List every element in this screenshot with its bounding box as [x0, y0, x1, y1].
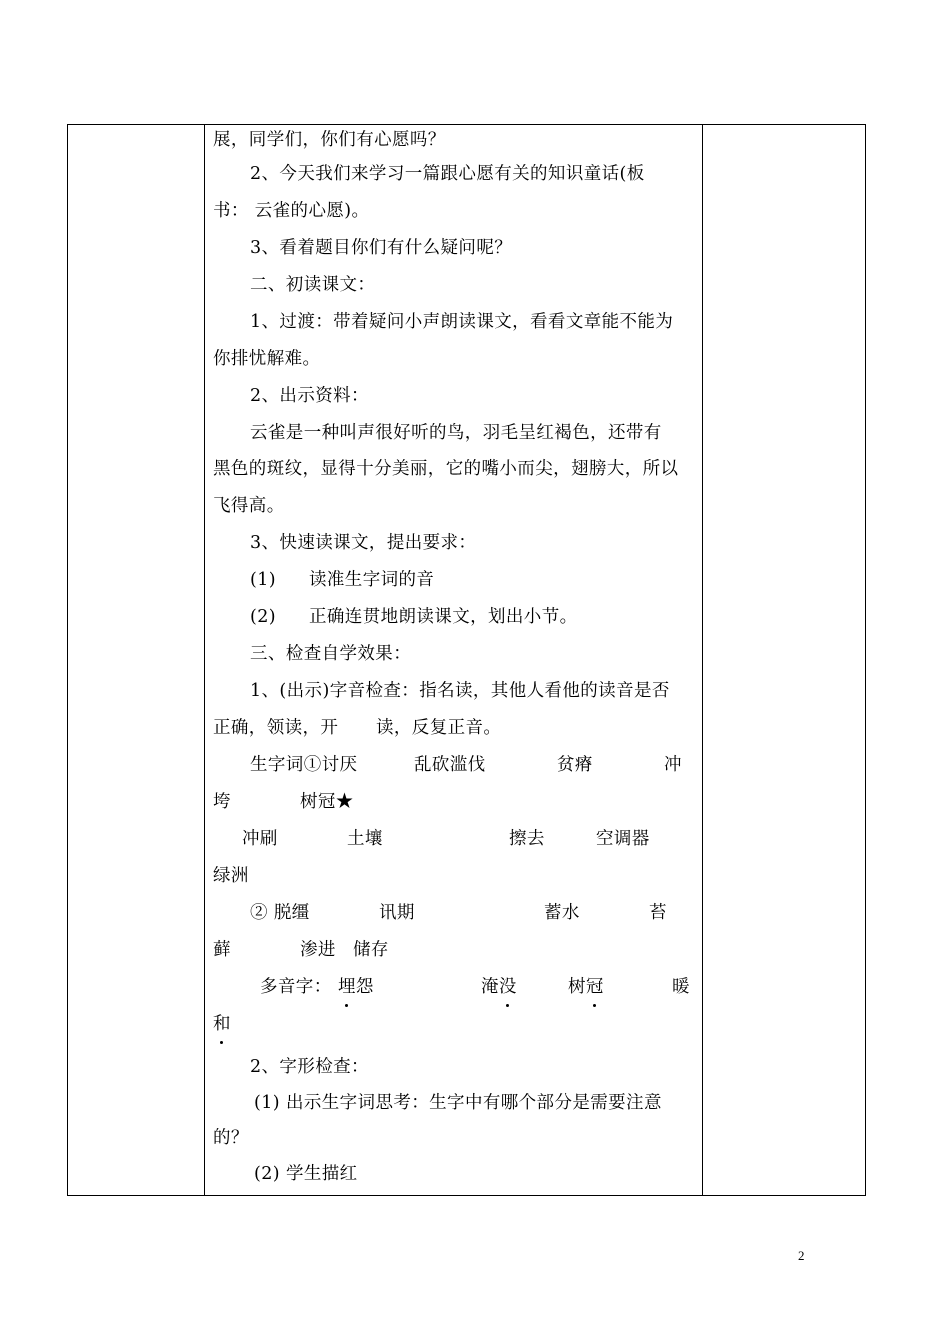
vocab-word: 冲: [664, 755, 682, 775]
vocab-word: 乱砍滥伐: [414, 755, 486, 775]
text-line: 3、看着题目你们有什么疑问呢？: [250, 238, 513, 258]
text-line: (2) 学生描红: [254, 1164, 358, 1184]
section-heading: 二、初读课文：: [250, 275, 376, 295]
text-line: 你排忧解难。: [213, 349, 321, 369]
polyphone-label: 多音字：: [260, 977, 332, 997]
polyphone-word: 暖: [672, 977, 690, 997]
text-line: (1) 出示生字词思考：生字中有哪个部分是需要注意: [254, 1093, 662, 1113]
emphasis-char: 和: [213, 1014, 231, 1034]
text-line: 2、字形检查：: [250, 1057, 369, 1077]
text-line: 正确，领读，开: [213, 718, 339, 738]
vocab-word: 空调器: [596, 829, 650, 849]
text-line: 飞得高。: [213, 496, 285, 516]
emphasis-char: 冠: [585, 977, 604, 997]
vocab-word: 绿洲: [213, 866, 249, 886]
page-number: 2: [798, 1248, 805, 1263]
column-divider-2: [702, 125, 703, 1195]
text-line: 的？: [213, 1128, 249, 1148]
section-heading: 三、检查自学效果：: [250, 644, 412, 664]
vocab-word: 土壤: [347, 829, 383, 849]
text-line: 读，反复正音。: [376, 718, 502, 738]
text-line: 展，同学们，你们有心愿吗？: [213, 130, 446, 150]
vocab-word: 储存: [353, 940, 389, 960]
column-divider-1: [204, 125, 205, 1195]
text-line: 1、过渡：带着疑问小声朗读课文，看看文章能不能为: [250, 312, 674, 332]
polyphone-word: [213, 1013, 231, 1035]
vocab-word: ② 脱缰: [250, 903, 310, 923]
plain-char: 淹: [481, 977, 499, 997]
vocab-word: 生字词①讨厌: [250, 755, 358, 775]
lesson-table: [67, 124, 866, 1196]
vocab-word: 苔: [649, 903, 667, 923]
vocab-word: 渗进: [300, 940, 336, 960]
emphasis-char: 没: [498, 977, 517, 997]
text-line: 读准生字词的音: [309, 570, 435, 590]
text-line: 3、快速读课文，提出要求：: [250, 533, 477, 553]
plain-char: 树: [568, 977, 586, 997]
polyphone-word: [481, 976, 517, 998]
vocab-word: 擦去: [509, 829, 545, 849]
text-line: 正确连贯地朗读课文，划出小节。: [309, 607, 578, 627]
text-line: 黑色的斑纹，显得十分美丽，它的嘴小而尖，翅膀大，所以: [213, 459, 679, 479]
plain-char: 怨: [355, 977, 374, 997]
vocab-word: 垮: [213, 792, 231, 812]
text-line: 2、出示资料：: [250, 386, 369, 406]
list-marker: (2): [250, 607, 276, 627]
emphasis-char: 埋: [338, 977, 356, 997]
vocab-word: 冲刷: [242, 829, 278, 849]
text-line: 书： 云雀的心愿)。: [213, 201, 370, 221]
vocab-word: 树冠★: [300, 792, 354, 812]
vocab-word: 讯期: [379, 903, 415, 923]
text-line: 2、今天我们来学习一篇跟心愿有关的知识童话(板: [250, 164, 645, 184]
vocab-word: 蓄水: [544, 903, 580, 923]
text-line: 云雀是一种叫声很好听的鸟，羽毛呈红褐色，还带有: [250, 423, 662, 443]
vocab-word: 藓: [213, 940, 231, 960]
list-marker: (1): [250, 570, 276, 590]
polyphone-word: [568, 976, 604, 998]
text-line: 1、(出示)字音检查：指名读，其他人看他的读音是否: [250, 681, 670, 701]
polyphone-word: [338, 976, 374, 998]
vocab-word: 贫瘠: [557, 755, 593, 775]
